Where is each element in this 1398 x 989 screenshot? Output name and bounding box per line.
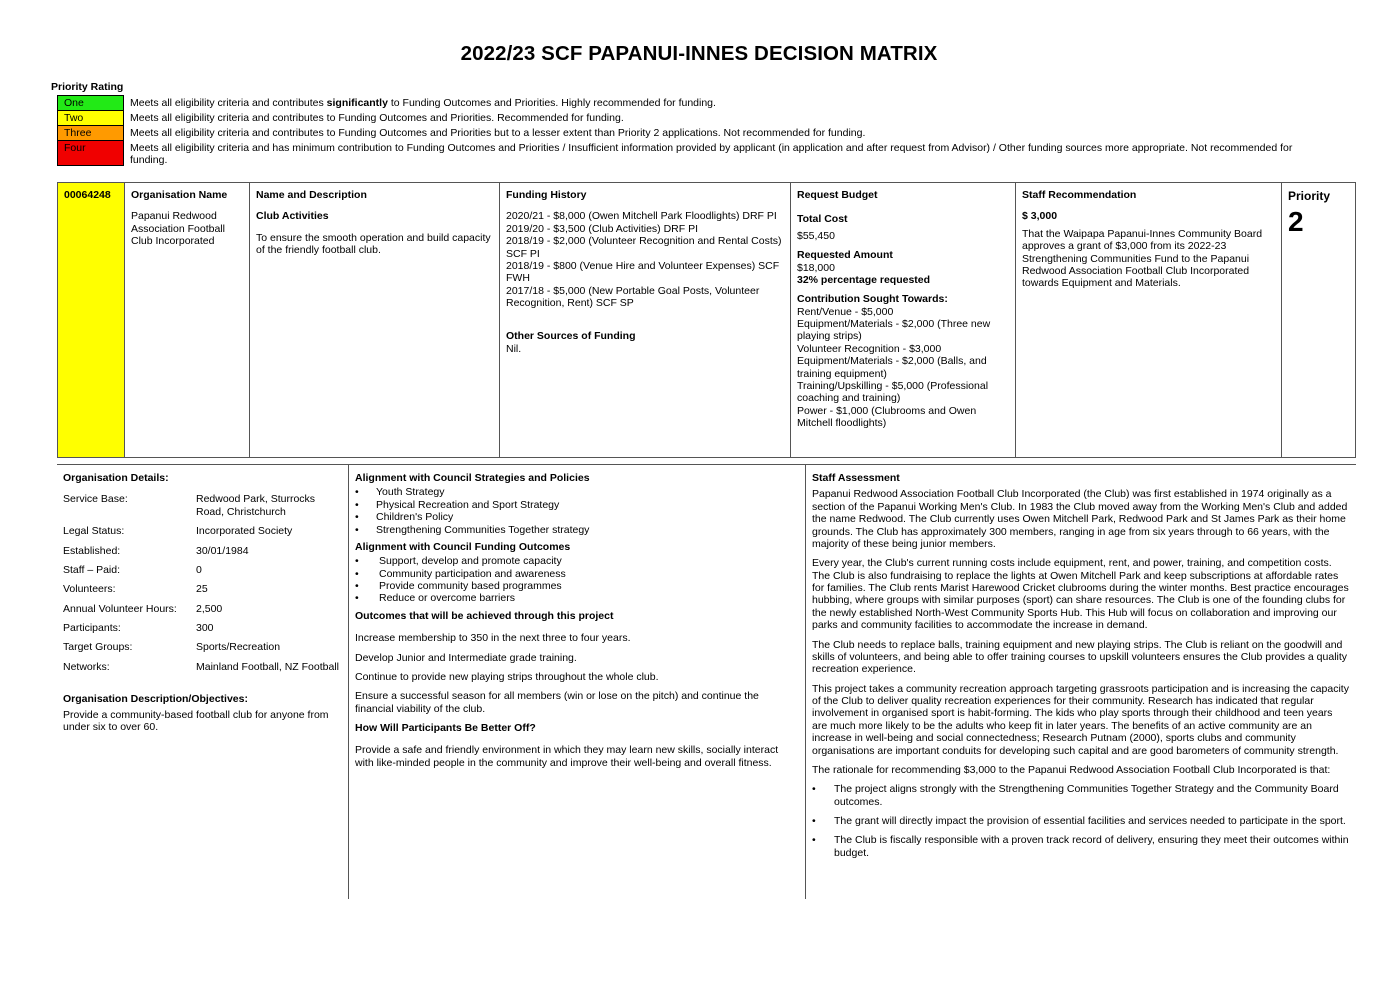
strategies-list	[355, 486, 799, 536]
priority-cell	[1282, 183, 1355, 457]
detail-row-networks	[63, 661, 342, 673]
contribution-item: Equipment/Materials - $2,000 (Three new playing strips)	[797, 318, 991, 343]
details-section	[57, 464, 1356, 899]
project-outcome-item: Develop Junior and Intermediate grade training.	[355, 651, 577, 664]
total-cost-label: Total Cost	[797, 213, 848, 226]
assessment-paragraph: The Club needs to replace balls, training equipment and new playing strips. The Club is reliant on the goodwill and skills of volunteers, and being able to offer training courses to upskill volunteers ensures the Club provides a quality recreation experience.	[812, 638, 1348, 676]
project-outcomes-heading: Outcomes that will be achieved through this project	[355, 609, 614, 622]
request-budget-heading: Request Budget	[797, 189, 878, 201]
detail-value: 25	[196, 583, 208, 596]
funding-history-item: 2017/18 - $5,000 (New Portable Goal Posts, Volunteer Recognition, Rent) SCF SP	[506, 284, 760, 309]
percentage-requested: 32% percentage requested	[797, 273, 931, 286]
priority-row-two	[57, 111, 1307, 126]
rationale-item: • The Club is fiscally responsible with a proven track record of delivery, ensuring they meet their outcomes within budget.	[812, 834, 1350, 859]
rationale-item: • The grant will directly impact the provision of essential facilities and services needed to participate in the sport.	[812, 815, 1350, 827]
priority-row-one	[57, 96, 1307, 111]
organisation-name-value: Papanui Redwood Association Football Club Incorporated	[131, 210, 225, 248]
project-outcome-item: Continue to provide new playing strips throughout the whole club.	[355, 670, 659, 683]
detail-label: Participants:	[63, 622, 121, 634]
funding-history-item: 2018/19 - $800 (Venue Hire and Volunteer Expenses) SCF FWH	[506, 259, 780, 285]
funding-outcome-item: • Reduce or overcome barriers	[355, 592, 799, 604]
organisation-name-cell	[125, 183, 250, 457]
funding-history-cell	[500, 183, 791, 457]
funding-history-item: 2020/21 - $8,000 (Owen Mitchell Park Floodlights) DRF PI	[506, 210, 777, 223]
funding-outcome-item: • Provide community based programmes	[355, 580, 799, 592]
organisation-details-column	[57, 465, 349, 899]
strategy-item: • Strengthening Communities Together strategy	[355, 524, 799, 536]
assessment-paragraph: Papanui Redwood Association Football Club Incorporated (the Club) was first established in 1974 originally as a section of the Papanui Working Men's Club. In 1983 the Club moved away from the Working Men's Club and added the name Redwood. The Club currently uses Owen Mitchell Park, Redwood Park and St James Park as their home grounds. The Club has approximately 300 members, ranging in age from six years through to 66 years, with the majority of these being junior members.	[812, 488, 1348, 550]
rationale-list	[812, 783, 1350, 859]
funding-outcomes-heading: Alignment with Council Funding Outcomes	[355, 540, 571, 553]
strategy-item: • Physical Recreation and Sport Strategy	[355, 499, 799, 511]
detail-label: Annual Volunteer Hours:	[63, 602, 177, 615]
detail-row-volunteers	[63, 583, 342, 595]
detail-row-staff-paid	[63, 564, 342, 576]
assessment-paragraph: Every year, the Club's current running costs include equipment, rent, and power, training, and competition costs. The Club is also fundraising to replace the lights at Owen Mitchell Park and keep subscriptions at affordable rates for families. The Club rents Marist Harewood Cricket clubrooms during the winter months. Best practice encourages hubbing, where groups with similar purposes (sport) can share resources. The Club is one of the founding clubs for the newly established North-West Community Sports Hub. This Hub will focus on collaboration and improving our parks and community facilities to accommodate the increase in demand.	[812, 557, 1349, 632]
other-funding-value: Nil.	[506, 342, 522, 355]
detail-row-service-base	[63, 493, 342, 518]
funding-history-item: 2018/19 - $2,000 (Volunteer Recognition and Rental Costs) SCF PI	[506, 235, 782, 260]
detail-label: Staff – Paid:	[63, 563, 121, 576]
staff-assessment-heading: Staff Assessment	[812, 472, 900, 484]
detail-row-target-groups	[63, 641, 342, 653]
organisation-description-heading: Organisation Description/Objectives:	[63, 693, 248, 706]
organisation-description-text: Provide a community-based football club for anyone from under six to over 60.	[63, 708, 329, 733]
priority-swatch-four: Four	[57, 140, 124, 166]
priority-row-four	[57, 141, 1307, 167]
contribution-item: Rent/Venue - $5,000	[797, 305, 894, 318]
detail-row-participants	[63, 622, 342, 634]
priority-desc-four: Meets all eligibility criteria and has minimum contribution to Funding Outcomes and Priorities / Insufficient information provided by applicant (in application and after request from Advisor) / Other funding sources more appropriate. Not recommended for funding.	[130, 142, 1293, 167]
funding-outcome-item: • Support, develop and promote capacity	[355, 555, 799, 567]
contribution-item: Power - $1,000 (Clubrooms and Owen Mitchell floodlights)	[797, 404, 977, 429]
requested-amount-value: $18,000	[797, 261, 835, 274]
detail-value: Incorporated Society	[196, 525, 293, 538]
organisation-name-heading: Organisation Name	[131, 189, 228, 201]
priority-desc-two: Meets all eligibility criteria and contributes to Funding Outcomes and Priorities. Recommended for funding.	[130, 112, 624, 124]
detail-label: Networks:	[63, 660, 110, 673]
priority-swatch-two: Two	[57, 110, 124, 126]
organisation-details-heading: Organisation Details:	[63, 472, 169, 484]
priority-value: 2	[1288, 206, 1304, 238]
recommended-amount: $ 3,000	[1022, 210, 1058, 223]
total-cost-value: $55,450	[797, 229, 835, 242]
funding-history-heading: Funding History	[506, 189, 587, 201]
page-title: 2022/23 SCF PAPANUI-INNES DECISION MATRIX	[460, 42, 938, 65]
priority-heading: Priority	[1288, 189, 1331, 203]
detail-value: Sports/Recreation	[196, 641, 281, 654]
detail-value: Redwood Park, Sturrocks Road, Christchurch	[196, 493, 316, 518]
funding-outcome-item: • Community participation and awareness	[355, 568, 799, 580]
detail-row-established	[63, 545, 342, 557]
requested-amount-label: Requested Amount	[797, 249, 893, 262]
name-description-heading: Name and Description	[256, 189, 367, 201]
priority-row-three	[57, 126, 1307, 141]
staff-recommendation-heading: Staff Recommendation	[1022, 189, 1137, 201]
detail-label: Legal Status:	[63, 525, 125, 538]
project-name: Club Activities	[256, 210, 329, 223]
better-off-heading: How Will Participants Be Better Off?	[355, 722, 536, 734]
priority-swatch-one: One	[57, 95, 124, 111]
staff-recommendation-cell	[1016, 183, 1282, 457]
priority-desc-one: Meets all eligibility criteria and contributes significantly to Funding Outcomes and Priorities. Highly recommended for funding.	[130, 97, 716, 109]
recommendation-text: That the Waipapa Papanui-Innes Community Board approves a grant of $3,000 from its 2022-23 Strengthening Communities Fund to the Papanui Redwood Association Football Club Incorporated towards Equipment and Materials.	[1022, 227, 1263, 290]
application-id: 00064248	[58, 183, 125, 457]
contribution-heading: Contribution Sought Towards:	[797, 293, 948, 306]
contribution-item: Training/Upskilling - $5,000 (Professional coaching and training)	[797, 379, 989, 405]
strategy-item: • Youth Strategy	[355, 486, 799, 498]
rationale-item: • The project aligns strongly with the Strengthening Communities Together Strategy and the Community Board outcomes.	[812, 783, 1350, 808]
project-outcome-item: Ensure a successful season for all members (win or lose on the pitch) and continue the financial viability of the club.	[355, 690, 759, 715]
funding-outcomes-list	[355, 555, 799, 605]
project-outcome-item: Increase membership to 350 in the next three to four years.	[355, 632, 631, 645]
assessment-paragraph: The rationale for recommending $3,000 to the Papanui Redwood Association Football Club Incorporated is that:	[812, 763, 1331, 776]
contribution-item: Equipment/Materials - $2,000 (Balls, and training equipment)	[797, 355, 987, 380]
alignment-column	[349, 465, 806, 899]
detail-value: 2,500	[196, 602, 223, 615]
request-budget-cell	[791, 183, 1016, 457]
detail-value: 0	[196, 563, 202, 576]
project-description: To ensure the smooth operation and build capacity of the friendly football club.	[256, 231, 491, 257]
detail-row-volunteer-hours	[63, 603, 342, 615]
better-off-text: Provide a safe and friendly environment in which they may learn new skills, socially interact with like-minded people in the community and improve their well-being and overall fitness.	[355, 744, 779, 769]
detail-row-legal-status	[63, 525, 342, 537]
detail-label: Service Base:	[63, 493, 128, 506]
detail-value: 300	[196, 622, 214, 634]
detail-value: 30/01/1984	[196, 544, 249, 557]
name-description-cell	[250, 183, 500, 457]
detail-label: Volunteers:	[63, 583, 116, 596]
detail-value: Mainland Football, NZ Football	[196, 660, 339, 673]
staff-assessment-column	[806, 465, 1356, 899]
priority-rating-legend	[57, 96, 1307, 167]
priority-desc-three: Meets all eligibility criteria and contributes to Funding Outcomes and Priorities but to a lesser extent than Priority 2 applications. Not recommended for funding.	[130, 127, 866, 139]
detail-label: Target Groups:	[63, 641, 133, 654]
assessment-paragraph: This project takes a community recreation approach targeting grassroots participation and is increasing the capacity of the Club to deliver quality recreation experiences for their community. Research has indicated that regular involvement in organised sport is habit-forming. The kids who play sports through their childhood and teen years are much more likely to be the adults who keep fit in later years. The benefits of an active community are an increase in well-being and social connectedness; Research Putnam (2000), sports clubs and community organisations are important conduits for developing such capital and are good barometers of community strength.	[812, 682, 1349, 757]
detail-label: Established:	[63, 544, 121, 557]
funding-history-item: 2019/20 - $3,500 (Club Activities) DRF PI	[506, 222, 699, 235]
contribution-item: Volunteer Recognition - $3,000	[797, 342, 942, 355]
other-funding-heading: Other Sources of Funding	[506, 330, 636, 343]
priority-swatch-three: Three	[57, 125, 124, 141]
decision-matrix-row	[57, 182, 1356, 458]
strategy-item: • Children's Policy	[355, 511, 799, 523]
strategies-heading: Alignment with Council Strategies and Policies	[355, 472, 590, 484]
priority-rating-heading: Priority Rating	[51, 81, 124, 93]
